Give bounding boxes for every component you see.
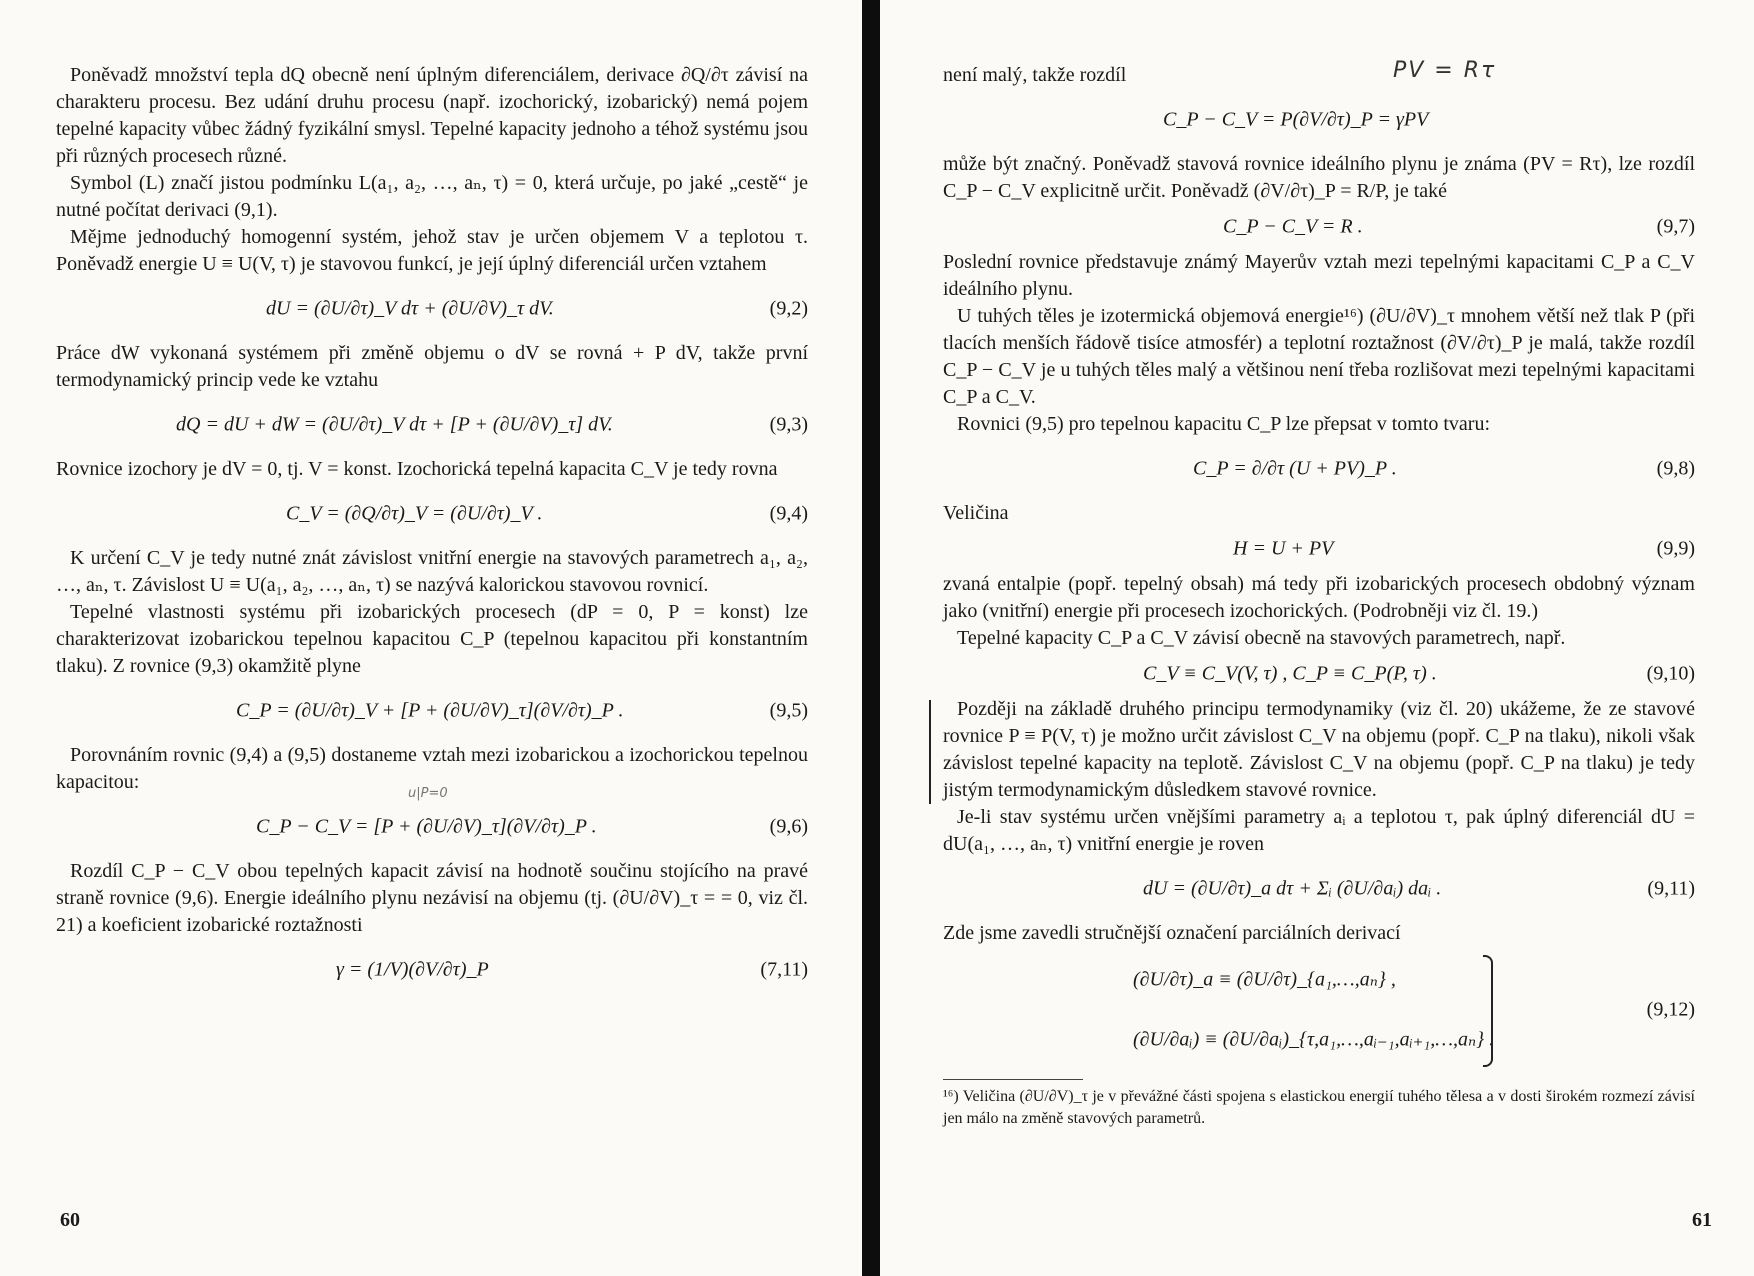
handwritten-note: u|P=0 bbox=[408, 786, 448, 801]
margin-mark bbox=[929, 700, 931, 804]
marked-paragraph bbox=[943, 696, 1695, 804]
paragraph: může být značný. Poněvadž stavová rovnice ideálního plynu je známa (PV = Rτ), lze rozdíl C_P − C_V explicitně určit. Poněvadž (∂V/∂τ)_P = R/P, je také bbox=[943, 153, 1695, 202]
paragraph: Mějme jednoduchý homogenní systém, jehož stav je určen objemem V a teplotou τ. Poněvadž energie U ≡ U(V, τ) je stavovou funkcí, je její úplný diferenciál určen vztahem bbox=[56, 226, 808, 275]
paragraph: Porovnáním rovnic (9,4) a (9,5) dostaneme vztah mezi izobarickou a izochorickou tepelnou kapacitou: bbox=[56, 744, 808, 793]
equation-number: (9,4) bbox=[769, 502, 808, 525]
paragraph: Zde jsme zavedli stručnější označení parciálních derivací bbox=[943, 922, 1401, 944]
equation-7-11 bbox=[56, 943, 808, 997]
equation-number: (7,11) bbox=[760, 958, 808, 981]
paragraph: Tepelné kapacity C_P a C_V závisí obecně na stavových parametrech, např. bbox=[957, 627, 1566, 649]
paragraph: Symbol (L) značí jistou podmínku L(a₁, a₂, …, aₙ, τ) = 0, která určuje, po jaké „cestě“ je nutné počítat derivaci (9,1). bbox=[56, 172, 808, 221]
equation-formula-line-2: (∂U/∂aᵢ) ≡ (∂U/∂aᵢ)_{τ,a₁,…,aᵢ₋₁,aᵢ₊₁,…,aₙ} . bbox=[1133, 1028, 1495, 1051]
equation-unnumbered bbox=[943, 93, 1695, 147]
page-number: 61 bbox=[1692, 1209, 1712, 1231]
equation-9-4 bbox=[56, 487, 808, 541]
paragraph: Rovnice izochory je dV = 0, tj. V = konst. Izochorická tepelná kapacita C_V je tedy rovna bbox=[56, 458, 778, 480]
paragraph: K určení C_V je tedy nutné znát závislost vnitřní energie na stavových parametrech a₁, a₂, …, aₙ, τ. Závislost U ≡ U(a₁, a₂, …, aₙ, τ) se nazývá kalorickou stavovou rovnicí. bbox=[56, 547, 808, 596]
equation-formula: H = U + PV bbox=[1233, 537, 1334, 560]
equation-9-9 bbox=[943, 531, 1695, 567]
equation-number: (9,6) bbox=[769, 815, 808, 838]
handwritten-note: PV = Rτ bbox=[1393, 58, 1497, 83]
equation-formula: dQ = dU + dW = (∂U/∂τ)_V dτ + [P + (∂U/∂V)_τ] dV. bbox=[176, 413, 613, 436]
paragraph: Tepelné vlastnosti systému při izobarických procesech (dP = 0, P = konst) lze charakterizovat izobarickou tepelnou kapacitou C_P (tepelnou kapacitou při konstantním tlaku). Z rovnice (9,3) okamžitě plyne bbox=[56, 601, 808, 677]
equation-number: (9,11) bbox=[1647, 877, 1695, 900]
equation-9-5 bbox=[56, 684, 808, 738]
paragraph: Práce dW vykonaná systémem při změně objemu o dV se rovná + P dV, takže první termodynamický princip vede ke vztahu bbox=[56, 342, 808, 391]
equation-formula: C_P − C_V = [P + (∂U/∂V)_τ](∂V/∂τ)_P . bbox=[256, 815, 597, 838]
equation-number: (9,10) bbox=[1646, 662, 1695, 685]
equation-formula: dU = (∂U/∂τ)_V dτ + (∂U/∂V)_τ dV. bbox=[266, 297, 554, 320]
equation-formula: C_P − C_V = P(∂V/∂τ)_P = γPV bbox=[1163, 108, 1429, 131]
paragraph: Rozdíl C_P − C_V obou tepelných kapacit závisí na hodnotě součinu stojícího na pravé straně rovnice (9,6). Energie ideálního plynu nezávisí na objemu (tj. (∂U/∂V)_τ = = 0, viz čl. 21) a koeficient izobarické roztažnosti bbox=[56, 860, 808, 936]
equation-9-12 bbox=[943, 951, 1695, 1069]
first-line bbox=[943, 58, 1695, 89]
paragraph: Rovnici (9,5) pro tepelnou kapacitu C_P lze přepsat v tomto tvaru: bbox=[957, 413, 1491, 435]
paragraph: zvaná entalpie (popř. tepelný obsah) má tedy při izobarických procesech obdobný význam jako (vnitřní) energie při procesech izochorických. (Podrobněji viz čl. 19.) bbox=[943, 573, 1695, 622]
paragraph: U tuhých těles je izotermická objemová energie¹⁶) (∂U/∂V)_τ mnohem větší než tlak P (při tlacích menších řádově tisíce atmosfér) a teplotní roztažnost (∂V/∂τ)_P je malá, takže rozdíl C_P − C_V je u tuhých těles malý a většinou není třeba rozlišovat mezi tepelnými kapacitami C_P a C_V. bbox=[943, 305, 1695, 408]
equation-9-11 bbox=[943, 862, 1695, 916]
left-text-column bbox=[56, 62, 808, 1001]
equation-formula: C_P = ∂/∂τ (U + PV)_P . bbox=[1193, 457, 1397, 480]
equation-formula: C_V = (∂Q/∂τ)_V = (∂U/∂τ)_V . bbox=[286, 502, 543, 525]
page-number: 60 bbox=[60, 1209, 80, 1231]
equation-number: (9,5) bbox=[769, 699, 808, 722]
equation-formula: C_P = (∂U/∂τ)_V + [P + (∂U/∂V)_τ](∂V/∂τ)_P . bbox=[236, 699, 624, 722]
equation-formula-line-1: (∂U/∂τ)_a ≡ (∂U/∂τ)_{a₁,…,aₙ} , bbox=[1133, 968, 1396, 991]
equation-number: (9,12) bbox=[1646, 998, 1695, 1021]
right-page bbox=[878, 0, 1754, 1276]
equation-formula: dU = (∂U/∂τ)_a dτ + Σᵢ (∂U/∂aᵢ) daᵢ . bbox=[1143, 877, 1442, 900]
equation-number: (9,9) bbox=[1656, 537, 1695, 560]
paragraph: Veličina bbox=[943, 502, 1009, 524]
equation-9-8 bbox=[943, 442, 1695, 496]
right-text-column bbox=[943, 58, 1695, 1130]
equation-number: (9,3) bbox=[769, 413, 808, 436]
equation-number: (9,8) bbox=[1656, 457, 1695, 480]
equation-9-2 bbox=[56, 282, 808, 336]
equation-number: (9,7) bbox=[1656, 215, 1695, 238]
paragraph: Poněvadž množství tepla dQ obecně není úplným diferenciálem, derivace ∂Q/∂τ závisí na charakteru procesu. Bez udání druhu procesu (např. izochorický, izobarický) nemá pojem tepelné kapacity vůbec žádný fyzikální smysl. Tepelné kapacity jednoho a téhož systému jsou při různých procesech různé. bbox=[56, 64, 808, 167]
equation-9-7 bbox=[943, 209, 1695, 245]
equation-formula: γ = (1/V)(∂V/∂τ)_P bbox=[336, 958, 489, 981]
paragraph: Později na základě druhého principu termodynamiky (viz čl. 20) ukážeme, že ze stavové rovnice P ≡ P(V, τ) je možno určit závislost C_V na objemu (popř. C_P na tlaku), nikoli však závislost tepelné kapacity na teplotě. Závislost C_V na objemu (popř. C_P na tlaku) je tedy jistým termodynamickým důsledkem stavové rovnice. bbox=[943, 698, 1695, 801]
right-brace bbox=[1483, 955, 1493, 1067]
paragraph: Je-li stav systému určen vnějšími parametry aᵢ a teplotou τ, pak úplný diferenciál dU = dU(a₁, …, aₙ, τ) vnitřní energie je roven bbox=[943, 806, 1695, 855]
equation-number: (9,2) bbox=[769, 297, 808, 320]
paragraph: není malý, takže rozdíl bbox=[943, 64, 1127, 86]
left-page bbox=[0, 0, 870, 1276]
paragraph: Poslední rovnice představuje známý Mayerův vztah mezi tepelnými kapacitami C_P a C_V ideálního plynu. bbox=[943, 251, 1695, 300]
equation-9-10 bbox=[943, 656, 1695, 692]
footnote-rule bbox=[943, 1079, 1083, 1080]
equation-9-6 bbox=[56, 786, 808, 854]
equation-formula: C_P − C_V = R . bbox=[1223, 215, 1363, 238]
footnote: ¹⁶) Veličina (∂U/∂V)_τ je v převážné části spojena s elastickou energií tuhého tělesa a v dosti širokém rozmezí závisí jen málo na změně stavových parametrů. bbox=[943, 1088, 1695, 1127]
equation-formula: C_V ≡ C_V(V, τ) , C_P ≡ C_P(P, τ) . bbox=[1143, 662, 1437, 685]
equation-9-3 bbox=[56, 398, 808, 452]
